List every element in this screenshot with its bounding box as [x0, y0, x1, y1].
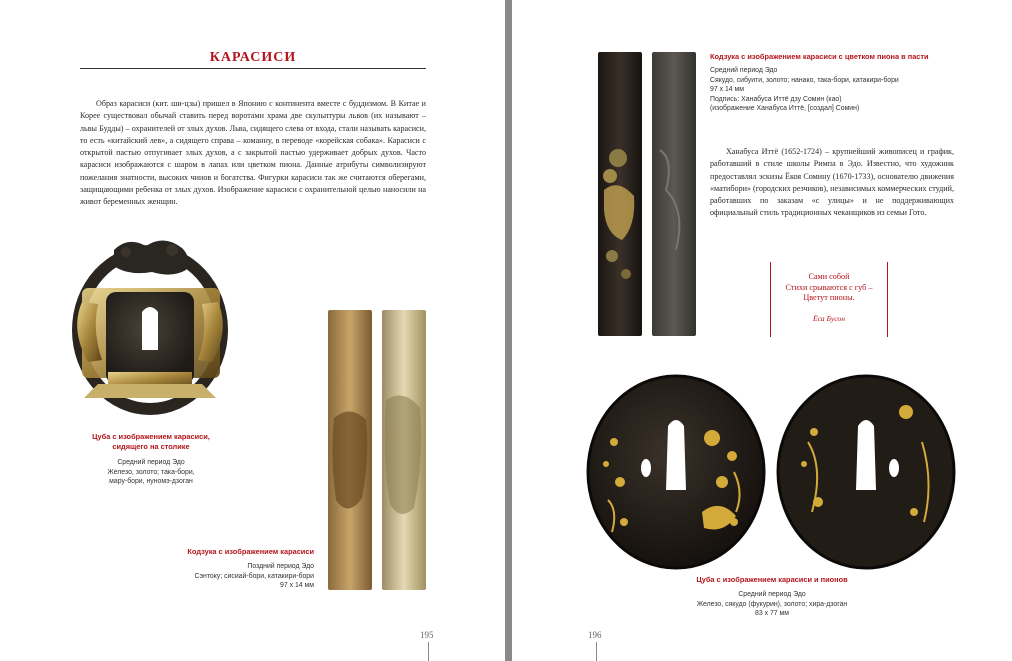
page-number-left: 195: [420, 630, 434, 640]
haiku-line-3: Цветут пионы.: [803, 293, 855, 303]
tsuba-peony-caption-line-3: 83 х 77 мм: [755, 610, 789, 618]
page-tick-left: [428, 642, 429, 661]
haiku-author: Ёса Бусон: [812, 313, 845, 323]
haiku-quote: [770, 262, 888, 337]
right-page: [512, 0, 1012, 661]
haiku-line-2: Стихи срываются с губ –: [785, 282, 873, 292]
tsuba-peony-caption-title: Цуба с изображением карасиси и пионов: [696, 575, 848, 584]
tsuba-caption-line-3: мару-бори, нуномэ-дзоган: [109, 478, 193, 486]
tsuba-caption-line-2: Железо, золото; така-бори,: [107, 468, 195, 476]
tsuba-caption-title-line-1: Цуба с изображением карасиси,: [92, 432, 210, 441]
tsuba-peony-photo-front: [584, 372, 768, 572]
kozuka-caption-line-1: Поздний период Эдо: [247, 563, 314, 570]
left-page: [0, 0, 505, 661]
tsuba-peony-caption-line-1: Средний период Эдо: [738, 591, 806, 598]
kozuka-peony-caption-line-3: 97 х 14 мм: [710, 86, 744, 94]
intro-text: Образ карасиси (кит. ши-цзы) пришел в Японию с континента вместе с буддизмом. В Китае и Корее существовал обычай ставить перед воротами храма две скульптуры львов (их называют – львы Будды) – охранителей от злых духов. Льва, сидящего слева от входа, стали называть карасиси, то есть «китайский лев», а сидящего справа – команну, в переводе «корейская собака». Карасиси с открытой пастью отпугивает злых духов, а с закрытой пастью удерживает добрых духов. Часто карасиси изображаются с шаром в лапах или цветком пиона. Данные атрибуты символизируют пожелания знатности, высоких чинов и богатства. Фигурки карасиси так же считаются оберегами, защищающими ребенка от злых духов. Изображение карасиси с охранительной целью наносили на живот беременных женщин.: [80, 99, 426, 207]
kozuka-peony-photo: [596, 50, 698, 340]
tsuba-peony-caption-line-2: Железо, сякудо (фукурин), золото; хира-дзоган: [696, 600, 848, 608]
book-gutter: [505, 0, 512, 661]
page-number-right: 196: [588, 630, 602, 640]
kozuka-karashishi-photo: [324, 308, 430, 592]
kozuka-peony-caption-line-1: Средний период Эдо: [710, 67, 778, 74]
kozuka-caption-title: Кодзука с изображением карасиси: [187, 547, 314, 556]
title-rule: [80, 68, 426, 69]
kozuka-caption-line-3: 97 х 14 мм: [280, 582, 314, 590]
kozuka-peony-caption-line-2: Сякудо, сибуити, золото; нанако, така-бори, катакири-бори: [710, 76, 899, 84]
kozuka-peony-caption-line-4: Подпись: Ханабуса Иттё дзу Сомин (као): [710, 95, 842, 103]
artist-paragraph: [710, 146, 954, 220]
tsuba-caption-line-1: Средний период Эдо: [117, 459, 185, 466]
page-tick-right: [596, 642, 597, 661]
section-title: КАРАСИСИ: [209, 50, 297, 65]
tsuba-caption-left: [82, 432, 220, 487]
kozuka-caption-line-2: Сэнтоку; сисиай-бори, катакири-бори: [194, 572, 314, 580]
kozuka-peony-caption-title: Кодзука с изображением карасиси с цветком пиона в пасти: [710, 52, 929, 61]
kozuka-caption-right: [710, 52, 1000, 114]
tsuba-karashishi-photo: [68, 232, 232, 420]
artist-text: Ханабуса Иттё (1652-1724) – крупнейший живописец и график, работавший в стиле школы Римпа в Эдо. Известно, что художник предоставлял эскизы Ёкоя Сомину (1670-1733), основателю движения «матибори» (городских резчиков), независимых коммерческих студий, работавших по заказам «с улицы» и не поддерживающих официальный стиль традиционных чеканщиков из семьи Гото.: [710, 147, 954, 218]
tsuba-caption-right: [632, 575, 912, 619]
kozuka-caption-left: [170, 547, 314, 591]
haiku-line-1: Сами собой: [808, 272, 850, 281]
tsuba-caption-title-line-2: сидящего на столике: [112, 442, 190, 451]
tsuba-peony-photo-back: [774, 372, 958, 572]
intro-paragraph: [80, 98, 426, 209]
kozuka-peony-caption-line-5: (изображение Ханабуса Иттё, [создал] Сомин): [710, 105, 860, 113]
